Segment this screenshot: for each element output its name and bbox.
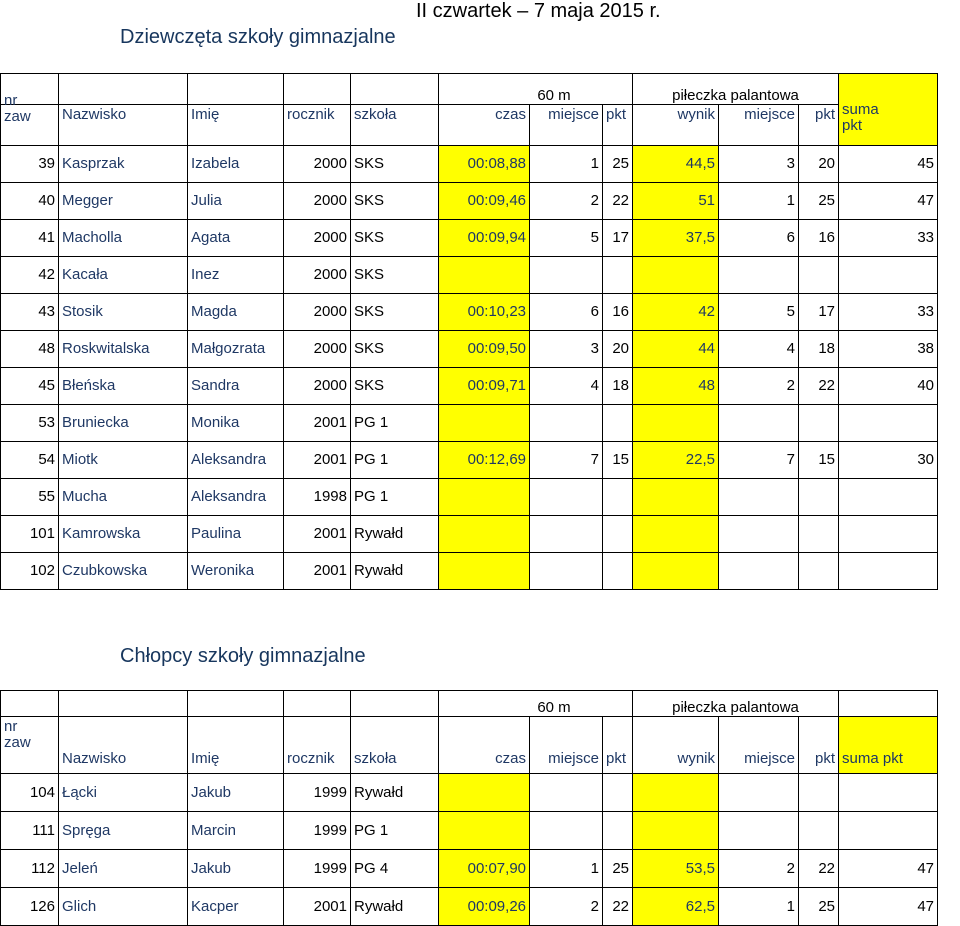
girls-table-row (1, 183, 938, 220)
girls-cell-czas (439, 516, 530, 553)
girls-cell-imie: Agata (188, 220, 284, 257)
girls-cell-pkt1 (603, 405, 633, 442)
girls-cell-suma (839, 257, 938, 294)
girls-cell-miejsce1 (530, 257, 603, 294)
girls-cell-nazwisko: Stosik (59, 294, 188, 331)
header-zaw-label: zaw (4, 108, 31, 125)
boys-table-row (1, 774, 938, 812)
event-date: II czwartek – 7 maja 2015 r. (416, 0, 661, 22)
boys-header-zaw-label: zaw (4, 734, 31, 751)
girls-cell-wynik: 44,5 (633, 146, 719, 183)
girls-cell-wynik (633, 257, 719, 294)
girls-cell-wynik (633, 516, 719, 553)
girls-cell-pkt2: 22 (799, 368, 839, 405)
boys-group-ball-label: piłeczka palantowa (633, 691, 839, 717)
girls-cell-pkt1 (603, 257, 633, 294)
girls-cell-miejsce2: 5 (719, 294, 799, 331)
girls-cell-imie: Julia (188, 183, 284, 220)
boys-table-row (1, 850, 938, 888)
girls-cell-miejsce1: 2 (530, 183, 603, 220)
girls-cell-rocznik: 2000 (284, 331, 351, 368)
girls-cell-szkola: SKS (351, 368, 439, 405)
girls-table-row (1, 294, 938, 331)
boys-header-pkt-ball: pkt (799, 717, 839, 774)
girls-cell-szkola: SKS (351, 146, 439, 183)
boys-cell-szkola: PG 4 (351, 850, 439, 888)
girls-cell-miejsce1: 1 (530, 146, 603, 183)
header-nazwisko: Nazwisko (59, 105, 188, 146)
boys-cell-wynik: 53,5 (633, 850, 719, 888)
girls-cell-miejsce1: 6 (530, 294, 603, 331)
girls-cell-pkt1 (603, 516, 633, 553)
boys-header-group-row (1, 691, 938, 717)
girls-cell-wynik: 37,5 (633, 220, 719, 257)
girls-cell-miejsce2 (719, 405, 799, 442)
girls-cell-czas: 00:08,88 (439, 146, 530, 183)
girls-cell-nr: 53 (1, 405, 59, 442)
girls-cell-pkt2: 17 (799, 294, 839, 331)
boys-table-row (1, 888, 938, 926)
girls-cell-pkt2 (799, 516, 839, 553)
boys-header-wynik: wynik (633, 717, 719, 774)
boys-cell-miejsce2 (719, 774, 799, 812)
boys-cell-czas: 00:07,90 (439, 850, 530, 888)
boys-cell-szkola: Rywałd (351, 888, 439, 926)
boys-cell-rocznik: 2001 (284, 888, 351, 926)
girls-cell-szkola: SKS (351, 183, 439, 220)
girls-cell-pkt2 (799, 553, 839, 590)
boys-cell-rocznik: 1999 (284, 774, 351, 812)
girls-cell-nr: 101 (1, 516, 59, 553)
girls-cell-nr: 55 (1, 479, 59, 516)
boys-cell-imie: Jakub (188, 774, 284, 812)
girls-cell-miejsce1 (530, 553, 603, 590)
boys-cell-nazwisko: Glich (59, 888, 188, 926)
girls-cell-pkt1: 18 (603, 368, 633, 405)
boys-cell-rocznik: 1999 (284, 812, 351, 850)
girls-cell-rocznik: 2000 (284, 183, 351, 220)
girls-cell-miejsce1 (530, 479, 603, 516)
boys-cell-nazwisko: Łącki (59, 774, 188, 812)
boys-cell-miejsce1 (530, 812, 603, 850)
girls-table-row (1, 405, 938, 442)
girls-table-row (1, 442, 938, 479)
girls-cell-szkola: Rywałd (351, 553, 439, 590)
girls-cell-czas (439, 405, 530, 442)
girls-cell-szkola: PG 1 (351, 442, 439, 479)
girls-cell-czas: 00:12,69 (439, 442, 530, 479)
girls-header-group-row (1, 74, 938, 105)
boys-cell-rocznik: 1999 (284, 850, 351, 888)
girls-cell-nr: 45 (1, 368, 59, 405)
girls-cell-miejsce2 (719, 553, 799, 590)
girls-section-title: Dziewczęta szkoły gimnazjalne (120, 26, 396, 48)
boys-cell-miejsce1: 2 (530, 888, 603, 926)
boys-cell-nazwisko: Jeleń (59, 850, 188, 888)
girls-cell-rocznik: 2001 (284, 405, 351, 442)
boys-header-czas: czas (439, 717, 530, 774)
girls-cell-miejsce2: 7 (719, 442, 799, 479)
boys-cell-wynik: 62,5 (633, 888, 719, 926)
header-imie: Imię (188, 105, 284, 146)
boys-header-nazwisko: Nazwisko (59, 717, 188, 774)
girls-cell-pkt1: 22 (603, 183, 633, 220)
girls-cell-pkt2 (799, 257, 839, 294)
girls-cell-miejsce1: 4 (530, 368, 603, 405)
boys-cell-szkola: Rywałd (351, 774, 439, 812)
girls-cell-suma: 38 (839, 331, 938, 368)
girls-cell-rocznik: 2001 (284, 516, 351, 553)
header-czas: czas (439, 105, 530, 146)
girls-cell-nazwisko: Macholla (59, 220, 188, 257)
boys-cell-miejsce2: 1 (719, 888, 799, 926)
header-szkola: szkoła (351, 105, 439, 146)
girls-table-row (1, 220, 938, 257)
boys-cell-miejsce2 (719, 812, 799, 850)
boys-cell-pkt1 (603, 774, 633, 812)
girls-cell-szkola: SKS (351, 294, 439, 331)
girls-cell-pkt1 (603, 553, 633, 590)
girls-cell-suma (839, 516, 938, 553)
girls-cell-szkola: Rywałd (351, 516, 439, 553)
girls-cell-wynik (633, 553, 719, 590)
girls-cell-rocznik: 2001 (284, 553, 351, 590)
girls-cell-szkola: SKS (351, 331, 439, 368)
girls-cell-miejsce2 (719, 479, 799, 516)
girls-cell-miejsce2: 4 (719, 331, 799, 368)
header-miejsce-ball: miejsce (719, 105, 799, 146)
girls-cell-suma: 30 (839, 442, 938, 479)
girls-cell-nr: 43 (1, 294, 59, 331)
girls-cell-czas: 00:09,50 (439, 331, 530, 368)
boys-header-miejsce-60m: miejsce (530, 717, 603, 774)
girls-cell-nazwisko: Megger (59, 183, 188, 220)
boys-results-table (0, 690, 938, 926)
girls-cell-rocznik: 2001 (284, 442, 351, 479)
boys-header-pkt-60m: pkt (603, 717, 633, 774)
boys-header-suma: suma pkt (839, 717, 938, 774)
girls-cell-nazwisko: Miotk (59, 442, 188, 479)
boys-cell-szkola: PG 1 (351, 812, 439, 850)
girls-cell-nr: 40 (1, 183, 59, 220)
girls-table-row (1, 257, 938, 294)
boys-cell-imie: Marcin (188, 812, 284, 850)
girls-cell-pkt2 (799, 405, 839, 442)
girls-cell-rocznik: 1998 (284, 479, 351, 516)
girls-cell-miejsce2: 3 (719, 146, 799, 183)
girls-cell-miejsce2 (719, 516, 799, 553)
boys-cell-czas (439, 812, 530, 850)
boys-cell-suma (839, 812, 938, 850)
girls-cell-pkt2: 18 (799, 331, 839, 368)
girls-cell-pkt1 (603, 479, 633, 516)
girls-cell-miejsce1: 3 (530, 331, 603, 368)
girls-cell-miejsce2: 2 (719, 368, 799, 405)
girls-cell-rocznik: 2000 (284, 220, 351, 257)
boys-cell-suma: 47 (839, 888, 938, 926)
girls-cell-nazwisko: Kacała (59, 257, 188, 294)
girls-cell-wynik: 48 (633, 368, 719, 405)
header-pkt-60m: pkt (603, 105, 633, 146)
boys-cell-pkt1: 22 (603, 888, 633, 926)
girls-cell-pkt1: 17 (603, 220, 633, 257)
girls-cell-pkt2: 20 (799, 146, 839, 183)
boys-cell-pkt2: 22 (799, 850, 839, 888)
girls-cell-imie: Weronika (188, 553, 284, 590)
girls-cell-miejsce2: 6 (719, 220, 799, 257)
header-wynik: wynik (633, 105, 719, 146)
girls-cell-suma: 45 (839, 146, 938, 183)
girls-cell-wynik: 51 (633, 183, 719, 220)
boys-header-nr (1, 717, 59, 774)
girls-cell-miejsce1: 7 (530, 442, 603, 479)
boys-cell-suma: 47 (839, 850, 938, 888)
girls-cell-czas: 00:09,71 (439, 368, 530, 405)
girls-cell-nazwisko: Kasprzak (59, 146, 188, 183)
girls-table-row (1, 553, 938, 590)
girls-cell-czas: 00:09,94 (439, 220, 530, 257)
girls-cell-pkt2: 25 (799, 183, 839, 220)
girls-cell-miejsce2 (719, 257, 799, 294)
boys-cell-miejsce1: 1 (530, 850, 603, 888)
boys-cell-wynik (633, 774, 719, 812)
girls-cell-nazwisko: Błeńska (59, 368, 188, 405)
girls-header-row (1, 105, 938, 146)
header-suma (839, 74, 938, 146)
girls-cell-miejsce2: 1 (719, 183, 799, 220)
girls-cell-nazwisko: Mucha (59, 479, 188, 516)
girls-cell-nr: 102 (1, 553, 59, 590)
girls-cell-suma: 33 (839, 294, 938, 331)
girls-cell-imie: Małgozrata (188, 331, 284, 368)
girls-cell-pkt1: 15 (603, 442, 633, 479)
girls-cell-czas (439, 553, 530, 590)
boys-header-nr-label: nr (4, 718, 18, 735)
girls-cell-nr: 54 (1, 442, 59, 479)
boys-cell-pkt2 (799, 812, 839, 850)
boys-cell-suma (839, 774, 938, 812)
girls-cell-nazwisko: Roskwitalska (59, 331, 188, 368)
girls-results-table (0, 73, 938, 590)
girls-table-row (1, 146, 938, 183)
girls-cell-wynik: 42 (633, 294, 719, 331)
girls-cell-nazwisko: Czubkowska (59, 553, 188, 590)
girls-cell-miejsce1 (530, 516, 603, 553)
boys-cell-nr: 126 (1, 888, 59, 926)
boys-cell-nazwisko: Spręga (59, 812, 188, 850)
girls-table-row (1, 516, 938, 553)
girls-table-row (1, 479, 938, 516)
girls-cell-imie: Monika (188, 405, 284, 442)
header-pkt-ball: pkt (799, 105, 839, 146)
header-nr (1, 93, 59, 134)
girls-table-row (1, 331, 938, 368)
girls-cell-rocznik: 2000 (284, 146, 351, 183)
girls-cell-suma (839, 479, 938, 516)
boys-group-60m-label: 60 m (439, 691, 633, 717)
girls-cell-szkola: PG 1 (351, 405, 439, 442)
girls-cell-pkt2: 16 (799, 220, 839, 257)
boys-cell-nr: 111 (1, 812, 59, 850)
girls-cell-szkola: SKS (351, 220, 439, 257)
boys-cell-nr: 112 (1, 850, 59, 888)
girls-cell-miejsce1 (530, 405, 603, 442)
girls-cell-wynik (633, 479, 719, 516)
boys-cell-pkt2 (799, 774, 839, 812)
girls-cell-imie: Sandra (188, 368, 284, 405)
girls-cell-pkt1: 16 (603, 294, 633, 331)
boys-header-rocznik: rocznik (284, 717, 351, 774)
header-suma-pkt-label: pkt (842, 117, 863, 134)
girls-cell-nr: 39 (1, 146, 59, 183)
girls-cell-rocznik: 2000 (284, 257, 351, 294)
boys-cell-miejsce1 (530, 774, 603, 812)
girls-cell-suma: 33 (839, 220, 938, 257)
girls-cell-czas (439, 257, 530, 294)
girls-cell-rocznik: 2000 (284, 294, 351, 331)
boys-cell-pkt2: 25 (799, 888, 839, 926)
girls-table-row (1, 368, 938, 405)
boys-header-row (1, 717, 938, 774)
girls-cell-miejsce1: 5 (530, 220, 603, 257)
girls-cell-suma: 47 (839, 183, 938, 220)
girls-cell-szkola: PG 1 (351, 479, 439, 516)
girls-cell-suma: 40 (839, 368, 938, 405)
girls-cell-czas (439, 479, 530, 516)
boys-header-imie: Imię (188, 717, 284, 774)
girls-cell-nazwisko: Bruniecka (59, 405, 188, 442)
header-rocznik: rocznik (284, 105, 351, 146)
girls-cell-wynik (633, 405, 719, 442)
girls-cell-imie: Izabela (188, 146, 284, 183)
girls-cell-imie: Paulina (188, 516, 284, 553)
girls-cell-wynik: 22,5 (633, 442, 719, 479)
girls-cell-czas: 00:09,46 (439, 183, 530, 220)
girls-cell-imie: Aleksandra (188, 442, 284, 479)
boys-cell-wynik (633, 812, 719, 850)
girls-cell-pkt1: 25 (603, 146, 633, 183)
girls-cell-pkt2: 15 (799, 442, 839, 479)
girls-cell-nr: 41 (1, 220, 59, 257)
boys-cell-pkt1 (603, 812, 633, 850)
girls-cell-pkt2 (799, 479, 839, 516)
group-60m-label: 60 m (439, 74, 633, 105)
girls-cell-imie: Aleksandra (188, 479, 284, 516)
girls-cell-nr: 48 (1, 331, 59, 368)
girls-cell-suma (839, 405, 938, 442)
boys-header-miejsce-ball: miejsce (719, 717, 799, 774)
girls-cell-imie: Inez (188, 257, 284, 294)
girls-cell-szkola: SKS (351, 257, 439, 294)
girls-cell-suma (839, 553, 938, 590)
boys-cell-nr: 104 (1, 774, 59, 812)
boys-table-row (1, 812, 938, 850)
girls-cell-wynik: 44 (633, 331, 719, 368)
girls-cell-rocznik: 2000 (284, 368, 351, 405)
boys-header-szkola: szkoła (351, 717, 439, 774)
boys-cell-imie: Jakub (188, 850, 284, 888)
girls-cell-nr: 42 (1, 257, 59, 294)
group-ball-label: piłeczka palantowa (633, 74, 839, 105)
header-miejsce-60m: miejsce (530, 105, 603, 146)
boys-cell-czas (439, 774, 530, 812)
boys-section-title: Chłopcy szkoły gimnazjalne (120, 645, 366, 667)
girls-cell-nazwisko: Kamrowska (59, 516, 188, 553)
girls-cell-imie: Magda (188, 294, 284, 331)
header-suma-label: suma (842, 101, 879, 118)
header-nr-label: nr (4, 92, 18, 109)
boys-cell-imie: Kacper (188, 888, 284, 926)
girls-cell-pkt1: 20 (603, 331, 633, 368)
boys-cell-pkt1: 25 (603, 850, 633, 888)
girls-cell-czas: 00:10,23 (439, 294, 530, 331)
boys-cell-miejsce2: 2 (719, 850, 799, 888)
boys-cell-czas: 00:09,26 (439, 888, 530, 926)
